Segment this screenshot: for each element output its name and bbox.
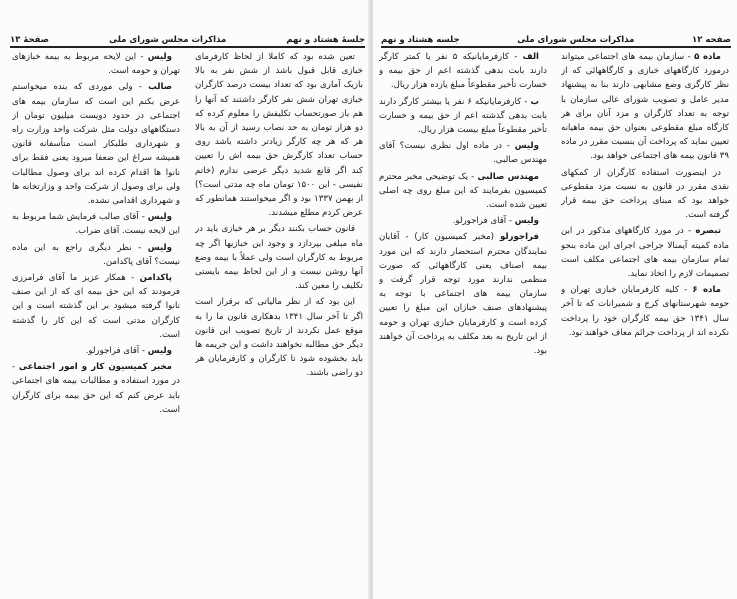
paragraph: تبصره - در مورد کارگاههای مذکور در این ماده کمیته آیمنالا جراحی اجرای این ماده بنحو تمام سازمان بیمه های اجتماعی مکلف است تصمیمات لازم را اتخاذ نماید. <box>561 226 729 280</box>
text-column-left <box>12 50 180 590</box>
paragraph: مخبر کمیسیون کار و امور اجتماعی - در مورد استفاده و مطالبات بیمه های اجتماعی باید عرض کنم که این حق بیمه برای کارگران است. <box>12 362 180 415</box>
paragraph: صالب - ولی موردی که بنده میخواستم عرض بکنم این است که سازمان بیمه های اجتماعی در حدود دویست میلیون تومان از دستگاههای دولت مثل شرکت واحد وزارت راه و شهرداری طلبکار است متأسفانه قانون همیشه سراغ این ضعفا میرود یعنی فقط برای نانوا ها اقدام کرده اند برای وصول مطالبات ولی برای وصول از شرکت واحد و وزارتخانه ها و شهرداری اقدامی نشده. <box>12 82 180 207</box>
right-page <box>373 0 737 599</box>
paragraph: قانون حساب بکنند دیگر بر هر خبازی باید در ماه مبلغی بپردازد و وجود این خبازیها اگر چه مربوط به کارگران است ولی عملاً با بیمه وضع آنها روشن نیست و از این لحاظ بیمه بایستی تکلیف را معین کند. <box>195 224 363 292</box>
paragraph: فراجورلو (مخبر کمیسیون کار) - آقایان نمایندگان محترم استحضار دارند که این مورد بیمه اصناف یعنی کارگاههائی که صورت منظمی ندارند مورد توجه قرار گرفت و سازمان بیمه های اجتماعی با توجه به پیشنهادهای صنف خبازان این مبلغ را تعیین کرده است و کارفرمایان خبازی تهران و حومه از این تاریخ به بعد مکلف به پرداخت آن خواهند بود. <box>379 232 547 357</box>
publication-title: مذاکرات مجلس شورای ملی <box>517 35 635 45</box>
paragraph: ب - کارفرمایانیکه ۶ نفر یا بیشتر کارگر دارند بابت بدهی گذشته اعم از حق بیمه و خسارت تأخیر مقطوعاً مبلغ بیست هزار ریال. <box>379 96 547 136</box>
paragraph: مهندس صالبی - یک توضیحی مخبر محترم کمیسیون بفرمایند که این مبلغ روی چه اصلی تعیین شده است. <box>379 171 547 211</box>
paragraph: ماده ۵ - سازمان بیمه های اجتماعی میتواند درمورد کارگاههای خبازی و کارگاههائی که از نظر کارگری وضع مشابهی دارند بنا به پیشنهاد مدیر عامل و تصویب شورای عالی سازمان با توجه به تعداد کارگران و مزد آنان برای هر کارگاه مبلغ مقطوعی بعنوان حق بیمه ماهیانه تعیین نماید که پرداخت آن بنسبت مقرر در ماده ۳۹ قانون بیمه های اجتماعی خواهد بود. <box>561 52 729 162</box>
text-column-right <box>561 50 729 590</box>
paragraph: تعین شده بود که کاملا از لحاظ کارفرمای خبازی قابل قبول باشد از شش نفر به بالا بازیک آماری بود که تعداد بیست درصد کارگران خبازی تهران شش نفر کارگر داشتند که آنها را هم باز صورتحساب تکلیفش را معلوم کرده که دو هزار تومان به حد نصاب رسید از آن به بالا هر که هر چه کارگر زیادتر داشته باشد روی حساب تعداد کارگرش حق بیمه اش را تعیین کند اگر قانع شدید دیگر عرضی ندارم (خاتم نفیسی - این ۱۵۰۰ تومان ماه چه مدتی است؟) از بهمن ۱۳۳۷ بود و اگر میخواستند همانطور که عرض کردم مطلع میشدند. <box>195 52 363 219</box>
page-header <box>10 31 365 48</box>
text-column-left <box>379 50 547 590</box>
session-title: جلسهٔ هشتاد و نهم <box>286 35 365 45</box>
page-header <box>381 31 731 48</box>
paragraph: الف - کارفرمایانیکه ۵ نفر یا کمتر کارگر دارند بابت بدهی گذشته اعم از حق بیمه و خسارت تأخیر مقطوعاً مبلغ یازده هزار ریال. <box>379 52 547 91</box>
paragraph: این بود که از نظر مالیاتی که برقرار است اگر تا آخر سال ۱۳۴۱ بدهکاری قانون ما را به موقع عمل نکردند از تاریخ تصویب این قانون دیگر حق مطالبه نخواهند داشت و این جریمه ها باید بخشوده شود تا کارگران و کارفرمایان هر دو راضی باشند. <box>195 297 363 379</box>
paragraph: ولیس - نظر دیگری راجع به این ماده نیست؟ آقای پاکدامن. <box>12 242 180 267</box>
page-number: صفحهٔ ۱۳ <box>10 35 49 45</box>
page-number: صفحه ۱۲ <box>692 35 731 45</box>
session-title: جلسه هشتاد و نهم <box>381 35 460 45</box>
text-column-right <box>195 50 363 590</box>
paragraph: ولیس - در ماده اول نظری نیست؟ آقای مهندس صالبی. <box>379 141 547 166</box>
publication-title: مذاکرات مجلس شورای ملی <box>109 35 227 45</box>
paragraph: ولیس - آقای فراجورلو. <box>452 216 539 227</box>
paragraph: پاکدامن - همکار عزیز ما آقای فرامرزی فرمودند که این حق بیمه ای که از این صنف نانوا گرفته میشود بر این گذشته است و این کارگران مدتی است که این کار را گذشته است. <box>12 273 180 340</box>
paragraph: ولیس - آقای صالب فرمایش شما مربوط به این لایحه نیست. آقای ضراب. <box>12 212 180 237</box>
paragraph: در اینصورت استفاده کارگران از کمکهای نقدی مقرر در قانون به نسبت مزد مقطوعی خواهد بود که مبنای پرداخت حق بیمه قرار گرفته است. <box>561 167 729 221</box>
paragraph: ماده ۶ - کلیه کارفرمایان خبازی تهران و حومه شهرستانهای کرج و شمیرانات که تا آخر سال ۱۳۴۱ حق بیمه کارگران خود را پرداخت نکرده اند از پرداخت جرائم معاف خواهند بود. <box>561 285 729 338</box>
paragraph: ولیس - این لایحه مربوط به بیمه خبازهای تهران و حومه است. <box>12 52 180 77</box>
paragraph: ولیس - آقای فراجورلو. <box>85 346 172 357</box>
